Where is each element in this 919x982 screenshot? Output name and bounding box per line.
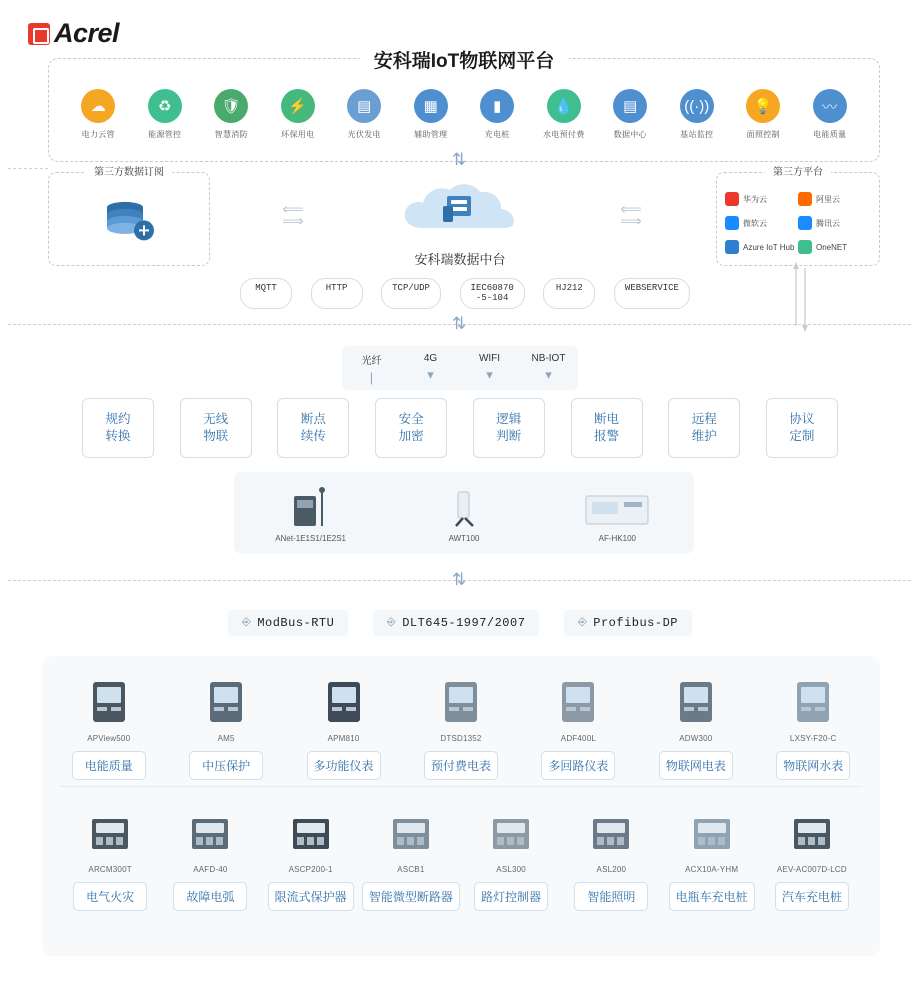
product-item-ASCP200-1[interactable] xyxy=(261,801,361,911)
product-tag[interactable]: 电能质量 xyxy=(72,751,146,780)
smart-mcb-icon xyxy=(361,801,461,859)
azure-iot-hub-icon xyxy=(725,240,739,254)
platform-module-label: 面照控制 xyxy=(746,130,780,139)
gateway-name: ANet-1E1S1/1E2S1 xyxy=(275,533,347,543)
product-code: APView500 xyxy=(87,734,131,743)
product-tag[interactable]: 智能微型断路器 xyxy=(362,882,460,911)
media-cell-3 xyxy=(519,353,578,383)
feature-line: 远程 xyxy=(691,412,717,427)
feature-line: 判断 xyxy=(496,429,522,443)
network-media-box xyxy=(342,346,578,390)
feature-box-0[interactable] xyxy=(82,398,154,458)
bus-protocol-row xyxy=(228,610,692,636)
cloud-server-icon xyxy=(385,178,535,240)
third-party-item-1[interactable] xyxy=(798,187,871,211)
platform-module-3[interactable] xyxy=(265,89,332,140)
aliyun-icon xyxy=(798,192,812,206)
arc-fault-detector-icon xyxy=(160,801,260,859)
platform-module-label: 基站监控 xyxy=(680,130,714,139)
base-station-icon: ((·)) xyxy=(680,89,714,123)
multifunction-meter-icon xyxy=(285,670,402,728)
third-party-item-label: 腾讯云 xyxy=(816,218,840,228)
platform-module-10[interactable] xyxy=(730,89,797,140)
feature-row xyxy=(82,398,838,458)
platform-module-8[interactable] xyxy=(597,89,664,140)
arrow-right-2: ⟹ xyxy=(620,213,642,230)
platform-panel xyxy=(48,51,880,162)
third-party-title: 第三方平台 xyxy=(765,163,831,178)
third-party-brand-list xyxy=(725,187,871,259)
platform-module-0[interactable] xyxy=(65,89,132,140)
feature-line: 无线 xyxy=(203,412,229,427)
third-party-item-label: 微软云 xyxy=(743,218,767,228)
feature-box-1[interactable] xyxy=(180,398,252,458)
feature-line: 协议 xyxy=(789,412,815,427)
gateway-device-box xyxy=(234,472,694,554)
smart-fire-icon: 🛡 xyxy=(214,89,248,123)
media-cell-2 xyxy=(460,353,519,383)
microsoft-cloud-icon xyxy=(725,216,739,230)
third-party-item-label: 阿里云 xyxy=(816,194,840,204)
wifi-signal-icon: ▾ xyxy=(486,367,493,382)
third-party-item-5[interactable] xyxy=(798,235,871,259)
product-code: AAFD-40 xyxy=(193,865,228,874)
protocol-pill-3[interactable]: IEC60870 -5-104 xyxy=(460,278,525,309)
plug-icon: ⎆ xyxy=(577,617,588,629)
feature-box-6[interactable] xyxy=(668,398,740,458)
product-tag[interactable]: 物联网电表 xyxy=(659,751,733,780)
platform-module-5[interactable] xyxy=(398,89,465,140)
product-item-DTSD1352[interactable] xyxy=(402,670,519,780)
product-item-ADW300[interactable] xyxy=(637,670,754,780)
feature-box-3[interactable] xyxy=(375,398,447,458)
arrow-updown-2: ⇅ xyxy=(452,314,467,333)
arrow-left-2: ⟸ xyxy=(620,201,642,218)
feature-box-7[interactable] xyxy=(766,398,838,458)
product-tag[interactable]: 智能照明 xyxy=(574,882,648,911)
energy-control-icon: ♻ xyxy=(148,89,182,123)
iot-water-meter-icon xyxy=(755,670,872,728)
protocol-pill-row xyxy=(240,278,690,309)
platform-module-9[interactable] xyxy=(664,89,731,140)
brand-name: Acrel xyxy=(54,18,120,48)
platform-module-6[interactable] xyxy=(464,89,531,140)
product-tag[interactable]: 电瓶车充电桩 xyxy=(669,882,755,911)
data-center-cloud xyxy=(385,178,535,268)
arrow-updown-1: ⇅ xyxy=(452,150,467,169)
product-row-2 xyxy=(60,786,862,911)
platform-module-label: 电力云管 xyxy=(81,130,115,139)
product-item-AM5[interactable] xyxy=(167,670,284,780)
bus-protocol-1[interactable] xyxy=(373,610,540,636)
feature-box-4[interactable] xyxy=(473,398,545,458)
power-cloud-icon: ☁ xyxy=(81,89,115,123)
third-party-item-label: Azure IoT Hub xyxy=(743,242,795,252)
product-item-ASL200[interactable] xyxy=(561,801,661,911)
arrow-updown-3: ⇅ xyxy=(452,570,467,589)
data-subscribe-panel xyxy=(48,167,210,266)
platform-module-label: 环保用电 xyxy=(281,130,315,139)
media-label: WIFI xyxy=(478,353,501,364)
platform-module-4[interactable] xyxy=(331,89,398,140)
bus-protocol-label: Profibus-DP xyxy=(593,616,678,630)
acrel-logo-icon xyxy=(28,23,50,45)
protocol-pill-2[interactable]: TCP/UDP xyxy=(381,278,441,309)
feature-line: 续传 xyxy=(300,429,326,443)
feature-line: 逻辑 xyxy=(496,412,522,427)
gateway-item-2[interactable] xyxy=(541,484,694,543)
platform-module-1[interactable] xyxy=(132,89,199,140)
feature-line: 加密 xyxy=(398,429,424,443)
platform-module-11[interactable] xyxy=(797,89,864,140)
third-party-item-label: 华为云 xyxy=(743,194,767,204)
data-center-icon: ▤ xyxy=(613,89,647,123)
multicircuit-meter-icon xyxy=(520,670,637,728)
product-code: ACX10A-YHM xyxy=(685,865,739,874)
charging-pile-icon: ▮ xyxy=(480,89,514,123)
wifi-signal-icon: ▾ xyxy=(545,367,552,382)
arrow-left-right-group xyxy=(218,201,368,230)
gateway-item-1[interactable] xyxy=(387,484,540,543)
feature-line: 转换 xyxy=(105,429,131,443)
feature-line: 报警 xyxy=(594,429,620,443)
arrow-right: ⟹ xyxy=(282,213,304,230)
platform-module-list xyxy=(49,89,879,140)
gateway-item-0[interactable] xyxy=(234,484,387,543)
third-party-platform-panel xyxy=(716,167,880,266)
brand-logo xyxy=(28,18,119,49)
media-label: 4G xyxy=(423,353,438,364)
product-code: ASCB1 xyxy=(397,865,425,874)
ebike-charger-icon xyxy=(662,801,762,859)
product-tag[interactable]: 电气火灾 xyxy=(73,882,147,911)
feature-line: 物联 xyxy=(203,429,229,443)
product-panel xyxy=(42,656,880,956)
gateway-name: AWT100 xyxy=(448,533,480,543)
current-limiting-protector-icon xyxy=(261,801,361,859)
product-code: ARCM300T xyxy=(88,865,132,874)
arrow-right-left-group xyxy=(556,201,706,230)
product-item-APView500[interactable] xyxy=(50,670,167,780)
lighting-control-icon: 💡 xyxy=(746,89,780,123)
bus-protocol-0[interactable] xyxy=(228,610,348,636)
huawei-cloud-icon xyxy=(725,192,739,206)
product-item-ASCB1[interactable] xyxy=(361,801,461,911)
protocol-pill-4[interactable]: HJ212 xyxy=(543,278,595,309)
product-code: AM5 xyxy=(217,734,235,743)
wireless-module-icon xyxy=(387,484,540,530)
power-quality-meter-icon xyxy=(50,670,167,728)
protocol-pill-5[interactable]: WEBSERVICE xyxy=(614,278,690,309)
third-party-item-2[interactable] xyxy=(725,211,798,235)
feature-line: 断电 xyxy=(594,412,620,427)
platform-module-label: 数据中心 xyxy=(613,130,647,139)
product-tag[interactable]: 物联网水表 xyxy=(776,751,850,780)
iot-meter-icon xyxy=(637,670,754,728)
product-code: ASL300 xyxy=(496,865,526,874)
cloud-label: 安科瑞数据中台 xyxy=(414,252,506,267)
ev-charger-icon xyxy=(762,801,862,859)
feature-box-5[interactable] xyxy=(571,398,643,458)
platform-module-2[interactable] xyxy=(198,89,265,140)
product-code: ASL200 xyxy=(596,865,627,874)
platform-module-label: 充电桩 xyxy=(484,130,510,139)
page-title: 安科瑞IoT物联网平台 xyxy=(360,46,569,73)
product-item-ADF400L[interactable] xyxy=(520,670,637,780)
media-label: NB-IOT xyxy=(531,353,566,364)
product-tag[interactable]: 汽车充电桩 xyxy=(775,882,849,911)
product-item-LXSY-F20-C[interactable] xyxy=(755,670,872,780)
wifi-signal-icon: ▾ xyxy=(427,367,434,382)
smart-lighting-icon xyxy=(561,801,661,859)
product-item-ACX10A-YHM[interactable] xyxy=(662,801,762,911)
bus-protocol-2[interactable] xyxy=(564,610,692,636)
platform-module-label: 辅助管理 xyxy=(414,130,448,139)
third-party-item-label: OneNET xyxy=(816,242,848,252)
fiber-icon: | xyxy=(369,369,374,385)
photovoltaic-icon: ▤ xyxy=(347,89,381,123)
third-party-item-3[interactable] xyxy=(798,211,871,235)
media-cell-0 xyxy=(342,352,401,385)
gateway-device-icon xyxy=(234,484,387,530)
product-code: AEV-AC007D-LCD xyxy=(776,865,847,874)
platform-module-label: 光伏发电 xyxy=(347,130,381,139)
bus-protocol-label: DLT645-1997/2007 xyxy=(402,616,526,630)
data-subscribe-title: 第三方数据订阅 xyxy=(86,163,172,178)
feature-line: 断点 xyxy=(300,412,326,427)
product-tag[interactable]: 中压保护 xyxy=(189,751,263,780)
feature-line: 安全 xyxy=(398,412,424,427)
bus-protocol-label: ModBus-RTU xyxy=(257,616,335,630)
product-code: APM810 xyxy=(327,734,360,743)
protocol-pill-1[interactable]: HTTP xyxy=(311,278,363,309)
product-item-ASL300[interactable] xyxy=(461,801,561,911)
database-plus-icon xyxy=(99,197,159,245)
product-item-AAFD-40[interactable] xyxy=(160,801,260,911)
platform-module-label: 电能质量 xyxy=(813,130,847,139)
assist-manage-icon: ▦ xyxy=(414,89,448,123)
product-item-APM810[interactable] xyxy=(285,670,402,780)
product-tag[interactable]: 路灯控制器 xyxy=(474,882,548,911)
product-code: DTSD1352 xyxy=(440,734,482,743)
feature-line: 维护 xyxy=(691,429,717,443)
power-quality-icon: 〰 xyxy=(813,89,847,123)
product-tag[interactable]: 限流式保护器 xyxy=(268,882,354,911)
product-tag[interactable]: 多功能仪表 xyxy=(307,751,381,780)
product-tag[interactable]: 多回路仪表 xyxy=(541,751,615,780)
product-code: ADF400L xyxy=(560,734,596,743)
third-party-item-0[interactable] xyxy=(725,187,798,211)
product-tag[interactable]: 故障电弧 xyxy=(173,882,247,911)
product-code: ASCP200-1 xyxy=(288,865,333,874)
electrical-fire-monitor-icon xyxy=(60,801,160,859)
environment-power-icon: ⚡ xyxy=(281,89,315,123)
plug-icon: ⎆ xyxy=(386,617,397,629)
media-label: 光纤 xyxy=(361,355,382,367)
protection-relay-icon xyxy=(167,670,284,728)
plug-icon: ⎆ xyxy=(242,617,252,629)
prepaid-water-power-icon: 💧 xyxy=(547,89,581,123)
onenet-icon xyxy=(798,240,812,254)
protocol-pill-0[interactable]: MQTT xyxy=(240,278,292,309)
street-light-controller-icon xyxy=(461,801,561,859)
feature-box-2[interactable] xyxy=(277,398,349,458)
product-tag[interactable]: 预付费电表 xyxy=(424,751,498,780)
product-row-1 xyxy=(42,656,880,780)
prepaid-meter-icon xyxy=(402,670,519,728)
gateway-name: AF-HK100 xyxy=(598,533,636,543)
platform-module-label: 能源管控 xyxy=(148,130,182,139)
platform-module-label: 水电预付费 xyxy=(543,130,585,139)
product-item-ARCM300T[interactable] xyxy=(60,801,160,911)
arrow-left: ⟸ xyxy=(282,201,304,218)
product-item-AEV-AC007D-LCD[interactable] xyxy=(762,801,862,911)
product-code: LXSY-F20-C xyxy=(789,734,837,743)
feature-line: 规约 xyxy=(105,412,131,427)
platform-module-label: 智慧消防 xyxy=(214,130,248,139)
media-cell-1 xyxy=(401,353,460,383)
tencent-cloud-icon xyxy=(798,216,812,230)
platform-module-7[interactable] xyxy=(531,89,598,140)
feature-line: 定制 xyxy=(789,429,815,443)
collector-device-icon xyxy=(541,484,694,530)
product-code: ADW300 xyxy=(679,734,713,743)
third-party-item-4[interactable] xyxy=(725,235,798,259)
